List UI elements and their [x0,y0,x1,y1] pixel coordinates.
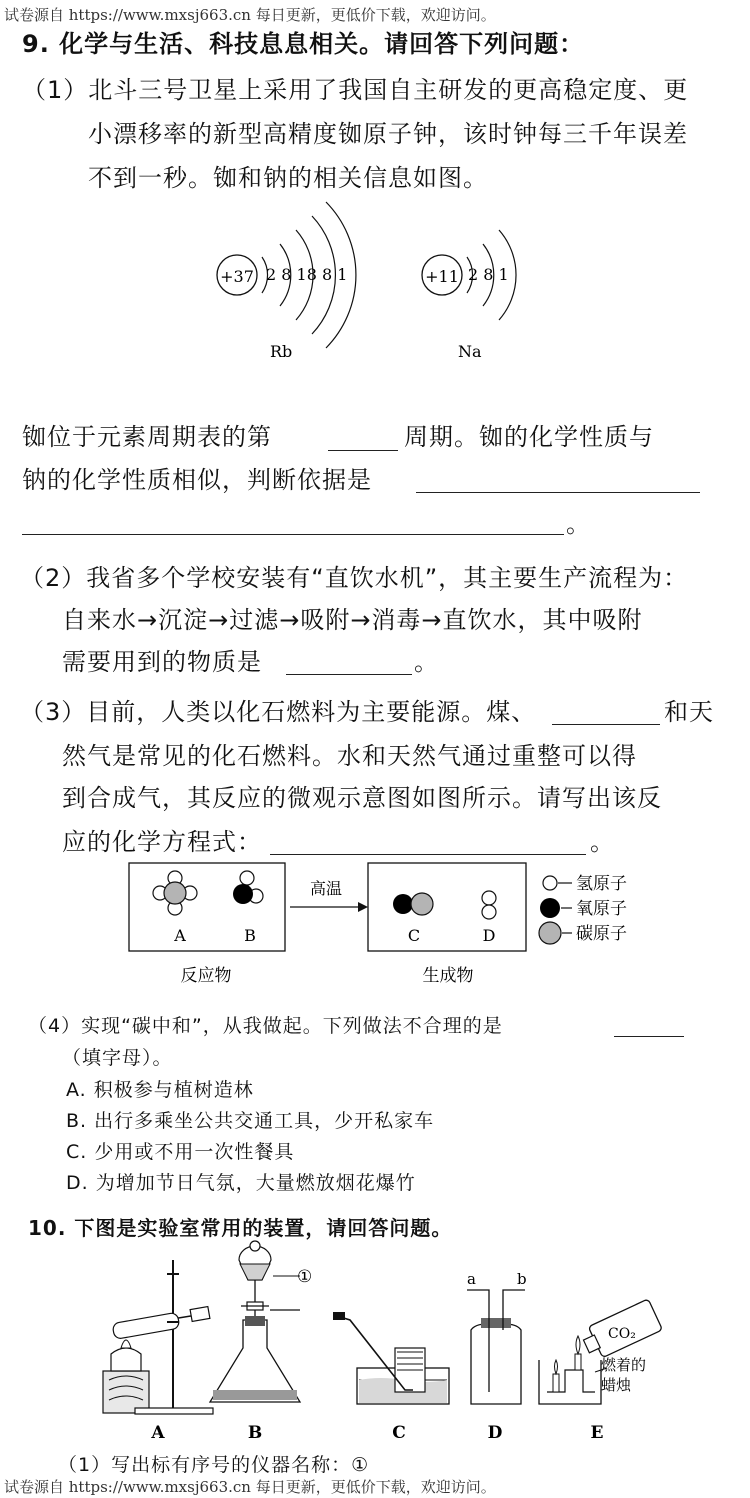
marker-1: ① [297,1267,313,1287]
answer-blank-equation[interactable] [270,854,586,855]
legend-hydrogen-swatch [543,876,557,890]
molecule-a [153,871,197,915]
legend-carbon-swatch [539,922,561,944]
legend-oxygen: 氧原子 [576,899,627,919]
apparatus-a [103,1260,213,1443]
apparatus-d [467,1270,527,1443]
question-10-title: 10. 下图是实验室常用的装置，请回答问题。 [28,1216,453,1240]
label-d: D [482,926,496,945]
label-b: B [244,926,256,945]
option-a[interactable]: A. 积极参与植树造林 [66,1079,254,1101]
apparatus-b [210,1241,300,1443]
apparatus-c [333,1312,449,1443]
option-d[interactable]: D. 为增加节日气氛，大量燃放烟花爆竹 [66,1172,416,1194]
label-c: C [407,926,421,945]
label-a: A [174,926,186,945]
sodium-atom [422,230,516,361]
q9-p2-line-1: （2）我省多个学校安装有“直饮水机”，其主要生产流程为： [20,564,689,592]
option-c[interactable]: C. 少用或不用一次性餐具 [66,1141,295,1163]
q9-p3-line-2: 然气是常见的化石燃料。水和天然气通过重整可以得 [62,742,637,770]
reactants-box [129,863,285,951]
legend-hydrogen: 氢原子 [576,874,627,894]
answer-blank-period[interactable] [328,450,398,451]
label-apparatus-d: D [487,1423,503,1443]
answer-blank-adsorbent[interactable] [286,674,412,675]
answer-blank-fossil-fuel[interactable] [552,724,660,725]
port-b: b [517,1270,527,1288]
option-b[interactable]: B. 出行多乘坐公共交通工具，少开私家车 [66,1110,435,1132]
apparatus-e [539,1299,662,1443]
q9-p3-line-1b: 和天 [664,698,714,726]
reactants-label: 反应物 [180,966,232,986]
q9-p1-question-line-1b: 周期。铷的化学性质与 [404,423,654,451]
na-nucleus: +11 [425,267,459,286]
na-shell-electrons: 2 8 1 [468,265,509,284]
answer-blank-reason-2[interactable] [22,534,564,535]
question-9-title: 9. 化学与生活、科技息息相关。请回答下列问题： [22,30,585,58]
q9-p1-line-3: 不到一秒。铷和钠的相关信息如图。 [88,164,488,192]
lab-apparatus-diagram [95,1240,675,1445]
label-apparatus-c: C [392,1423,406,1443]
legend-oxygen-swatch [540,898,560,918]
label-apparatus-b: B [247,1423,263,1443]
molecule-c [393,893,433,915]
q9-p1-question-line-2: 钠的化学性质相似，判断依据是 [22,466,372,494]
q9-p2-end-mark: 。 [414,648,439,676]
label-apparatus-a: A [151,1423,165,1443]
q9-p4-line-1: （4）实现“碳中和”，从我做起。下列做法不合理的是 [28,1015,503,1037]
na-symbol: Na [458,342,482,361]
molecule-d [482,891,496,919]
watermark-bottom: 试卷源自 https://www.mxsj663.cn 每日更新，更低价下载，欢迎访问。 [4,1478,496,1496]
co2-label: CO₂ [608,1326,636,1342]
rubidium-atom [217,202,356,361]
legend [539,874,627,944]
legend-carbon: 碳原子 [576,924,627,944]
port-a: a [467,1270,476,1288]
products-box [368,863,526,951]
products-label: 生成物 [422,966,474,986]
reaction-micro-diagram [120,860,660,990]
q9-p3-line-1a: （3）目前，人类以化石燃料为主要能源。煤、 [20,698,537,726]
candle-label-2: 蜡烛 [601,1376,632,1394]
q9-p4-line-2: （填字母）。 [62,1047,173,1069]
condition-high-temp: 高温 [309,879,343,898]
q9-p2-line-2: 自来水→沉淀→过滤→吸附→消毒→直饮水，其中吸附 [62,606,643,634]
answer-blank-reason-1[interactable] [416,492,700,493]
rb-shell-electrons: 2 8 18 8 1 [266,265,348,284]
answer-blank-choice[interactable] [614,1036,684,1037]
molecule-b [233,871,263,904]
watermark-top: 试卷源自 https://www.mxsj663.cn 每日更新，更低价下载，欢迎访问。 [4,6,496,24]
q9-p1-line-1: （1）北斗三号卫星上采用了我国自主研发的更高稳定度、更 [22,76,689,104]
q9-p1-line-2: 小漂移率的新型高精度铷原子钟，该时钟每三千年误差 [88,120,688,148]
q9-p3-line-4: 应的化学方程式： [62,828,262,856]
q9-p3-line-3: 到合成气，其反应的微观示意图如图所示。请写出该反 [62,784,662,812]
atom-structure-diagram [200,190,550,365]
q9-p1-question-line-1a: 铷位于元素周期表的第 [22,423,272,451]
rb-nucleus: +37 [220,267,254,286]
candle-label-1: 燃着的 [601,1356,647,1374]
q9-p1-end-mark: 。 [566,510,591,538]
rb-symbol: Rb [270,342,293,361]
q9-p3-end-mark: 。 [590,828,615,856]
q9-p2-line-3: 需要用到的物质是 [62,648,262,676]
label-apparatus-e: E [590,1423,604,1443]
arrow-head [358,902,368,912]
q10-sub-1: （1）写出标有序号的仪器名称：① [58,1454,370,1476]
